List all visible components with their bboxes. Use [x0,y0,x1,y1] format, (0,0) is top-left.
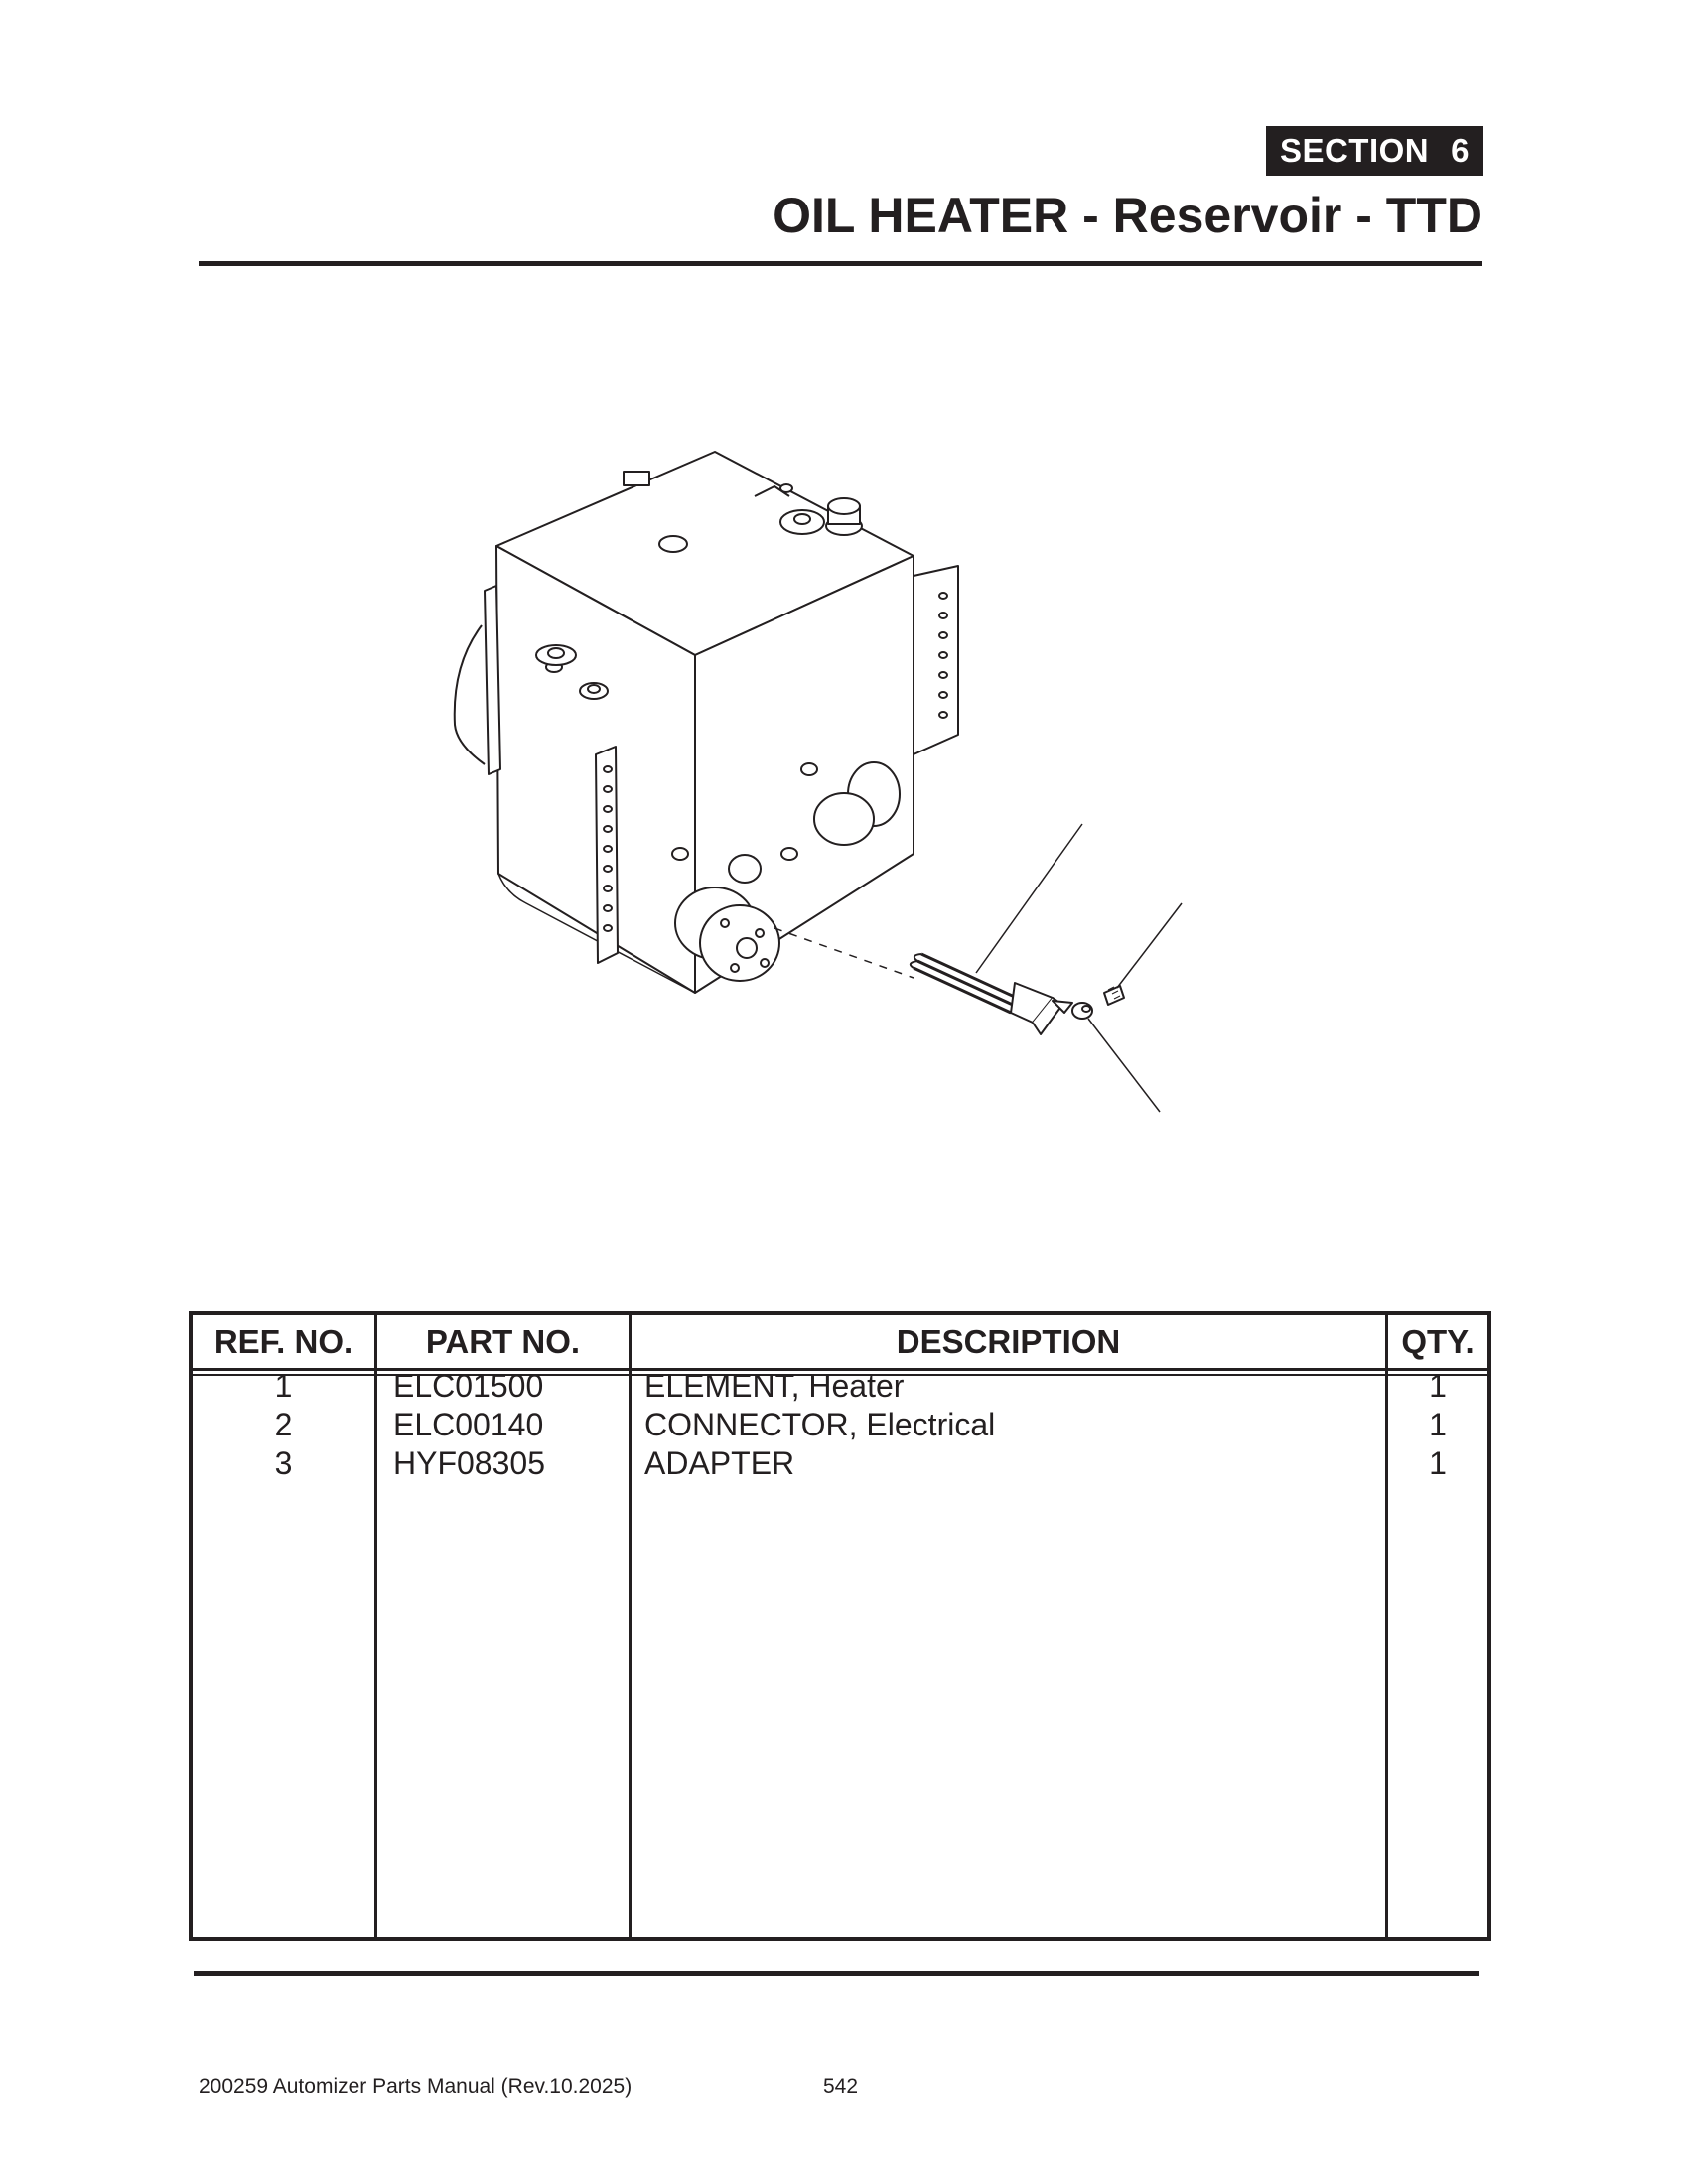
page-title: OIL HEATER - Reservoir - TTD [773,188,1482,243]
page-number: 542 [823,2075,859,2098]
adapter [1104,986,1124,1005]
col-header-part: PART NO. [425,1323,581,1360]
col-header-ref: REF. NO. [213,1323,353,1360]
rail-holes-left [604,766,612,931]
exploded-parts-diagram [397,427,1291,1122]
col-header-qty: QTY. [1401,1323,1475,1360]
row-1-qty: 1 [1429,1368,1447,1404]
column-divider [629,1315,632,1937]
row-1-ref: 1 [274,1368,293,1404]
row-3-qty: 1 [1429,1445,1447,1481]
column-divider [374,1315,377,1937]
row-3-part: HYF08305 [393,1445,545,1481]
parts-table [189,1311,1491,1941]
header-rule [199,261,1482,266]
section-number: 6 [1451,132,1470,169]
row-2-ref: 2 [274,1407,293,1442]
section-badge [1266,126,1483,176]
footer-manual-title: 200259 Automizer Parts Manual (Rev.10.2025) [199,2075,633,2098]
row-1-part: ELC01500 [393,1368,544,1404]
connector [1072,1003,1092,1019]
row-2-part: ELC00140 [393,1407,544,1442]
assembly-line [774,928,914,978]
callout-line-2 [1117,903,1182,988]
footer-rule [194,1971,1479,1976]
row-1-description: ELEMENT, Heater [644,1368,905,1404]
row-2-qty: 1 [1429,1407,1447,1442]
heater-element [911,954,1072,1034]
section-label: SECTION [1279,132,1430,169]
callout-line-3 [1088,1019,1160,1112]
col-header-description: DESCRIPTION [896,1323,1121,1360]
filler-cap [826,498,862,535]
row-2-description: CONNECTOR, Electrical [644,1407,996,1442]
callout-line-1 [976,824,1082,973]
row-3-description: ADAPTER [644,1445,795,1481]
row-3-ref: 3 [274,1445,293,1481]
